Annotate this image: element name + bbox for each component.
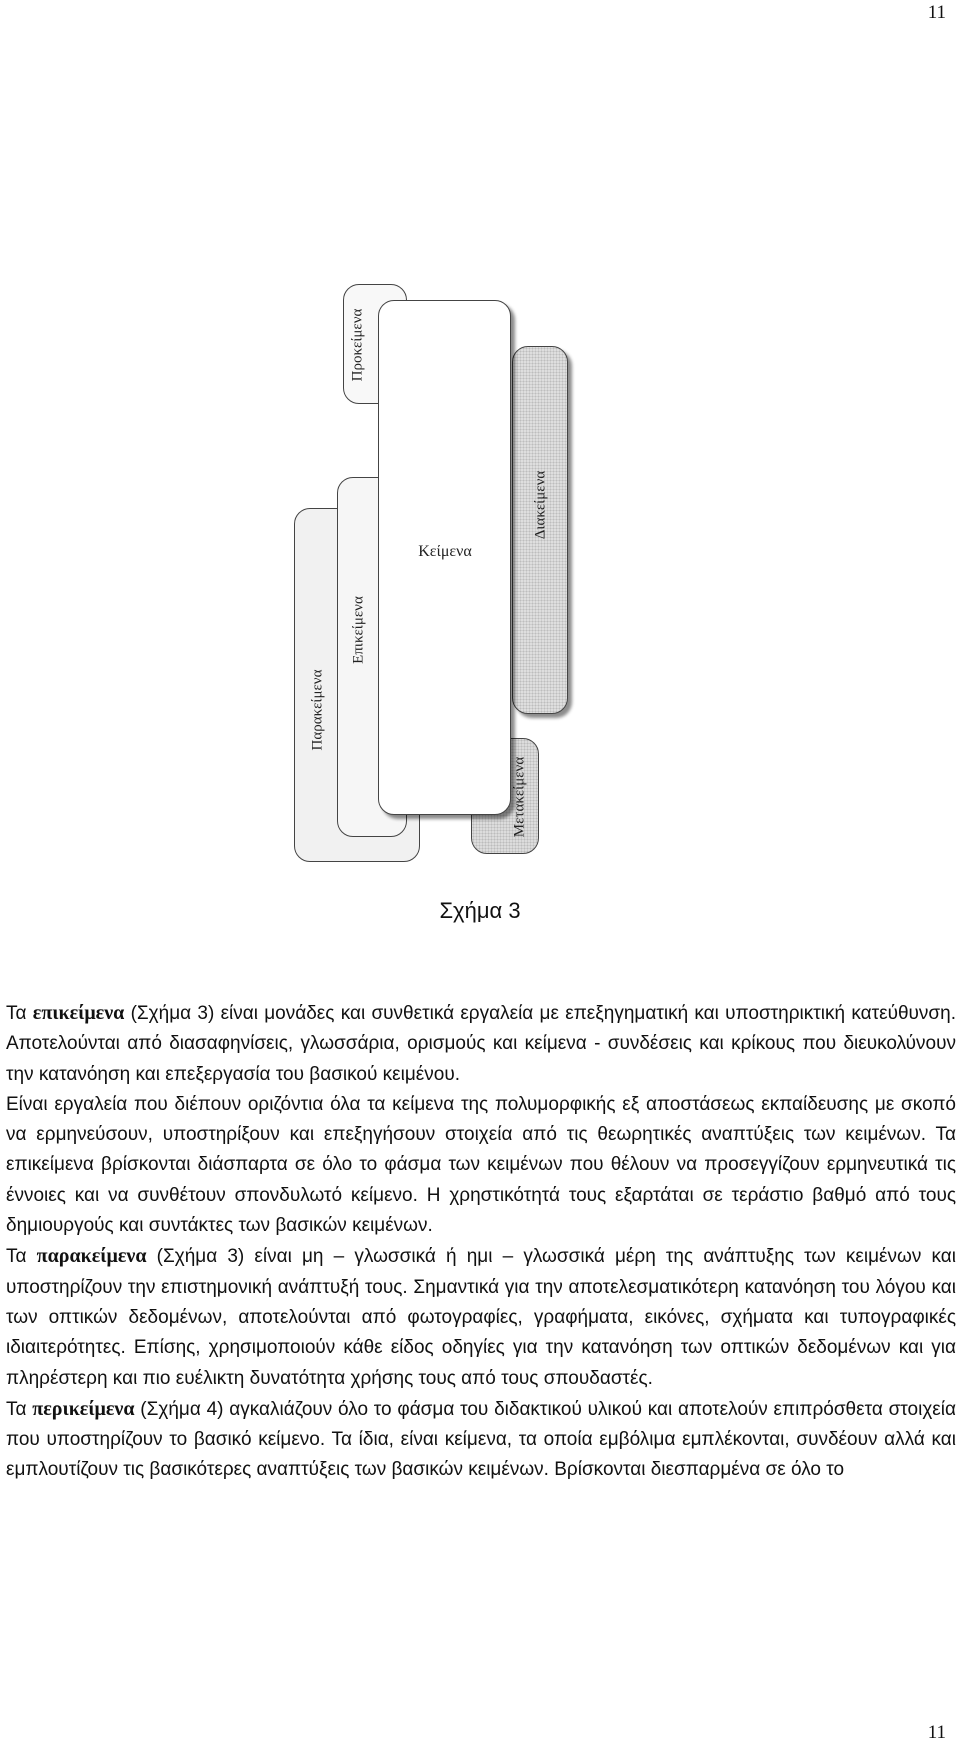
paragraph-epikeimena [6, 998, 956, 1090]
epikeimena-label: Επικείμενα [350, 596, 367, 664]
term-parakeimena: παρακείμενα [36, 1245, 147, 1268]
diakeimena-label: Διακείμενα [532, 470, 549, 540]
body-text [6, 998, 956, 1486]
term-epikeimena: επικείμενα [32, 1002, 125, 1024]
term-perikeimena: περικείμενα [32, 1397, 135, 1420]
p4-text: (Σχήμα 4) αγκαλιάζουν όλο το φάσμα του διδακτικού υλικού και αποτελούν επιπρόσθετα στοιχεία που υποστηρίζουν το βασικό κείμενο. Τα ίδια, είναι κείμενα, τα οποία εμβόλιμα εμπλέκονται, συνδέουν αλλά και εμπλουτίζουν τις βασικότερες αναπτύξεις των βασικών κειμένων. Βρίσκονται διεσπαρμένα σε όλο το [6, 1398, 956, 1481]
keimena-label: Κείμενα [418, 543, 472, 560]
p4-lead: Τα [6, 1398, 33, 1420]
p1-text: (Σχήμα 3) είναι μονάδες και συνθετικά εργαλεία με επεξηγηματική και υποστηρικτική κατεύθυνση. Αποτελούνται από διασαφηνίσεις, γλωσσάρια, ορισμούς και κείμενα - συνδέσεις και κρίκους που διευκολύνουν την κατανόηση και επεξεργασία του βασικού κειμένου. [6, 1003, 956, 1085]
metakeimena-label: Μετακείμενα [511, 756, 528, 838]
page-number-top: 11 [927, 2, 946, 23]
figure-caption: Σχήμα 3 [439, 898, 521, 923]
parakeimena-label: Παρακείμενα [309, 669, 326, 751]
p3-lead: Τα [6, 1246, 37, 1268]
prokeimena-label: Προκείμενα [349, 308, 366, 382]
paragraph-parakeimena [6, 1241, 956, 1393]
p1-lead: Τα [6, 1003, 33, 1024]
paragraph-tools: Είναι εργαλεία που διέπουν οριζόντια όλα τα κείμενα της πολυμορφικής εξ αποστάσεως εκπαίδευσης με σκοπό να ερμηνεύσουν, υποστηρίξουν και επεξηγήσουν στοιχεία από τις θεωρητικές αναπτύξεις των κειμένων. Τα επικείμενα βρίσκονται διάσπαρτα σε όλο το φάσμα των κειμένων που θέλουν να προσεγγίζουν ερμηνευτικά τις έννοιες και να συνθέτουν σπονδυλωτό κείμενο. Η χρηστικότητά τους εξαρτάται σε τεράστιο βαθμό από τους δημιουργούς και συντάκτες των βασικών κειμένων. [6, 1093, 956, 1237]
paragraph-perikeimena [6, 1394, 956, 1486]
page-number-bottom: 11 [927, 1722, 946, 1743]
p3-text: (Σχήμα 3) είναι μη – γλωσσικά ή ημι – γλωσσικά μέρη της ανάπτυξης των κειμένων και υποστηρίζουν την επιστημονική ανάπτυξή τους. Σημαντικά για την αποτελεσματικότερη κατανόηση του λόγου και των οπτικών δεδομένων, αποτελούνται από φωτογραφίες, γραφήματα, εικόνες, σχήματα και τυπογραφικές ιδιαιτερότητες. Επίσης, χρησιμοποιούν κάθε είδος οδηγίες για την κατανόηση των οπτικών δεδομένων και για πληρέστερη και πιο ευέλικτη δυνατότητα χρήσης τους από τους σπουδαστές. [6, 1246, 956, 1389]
